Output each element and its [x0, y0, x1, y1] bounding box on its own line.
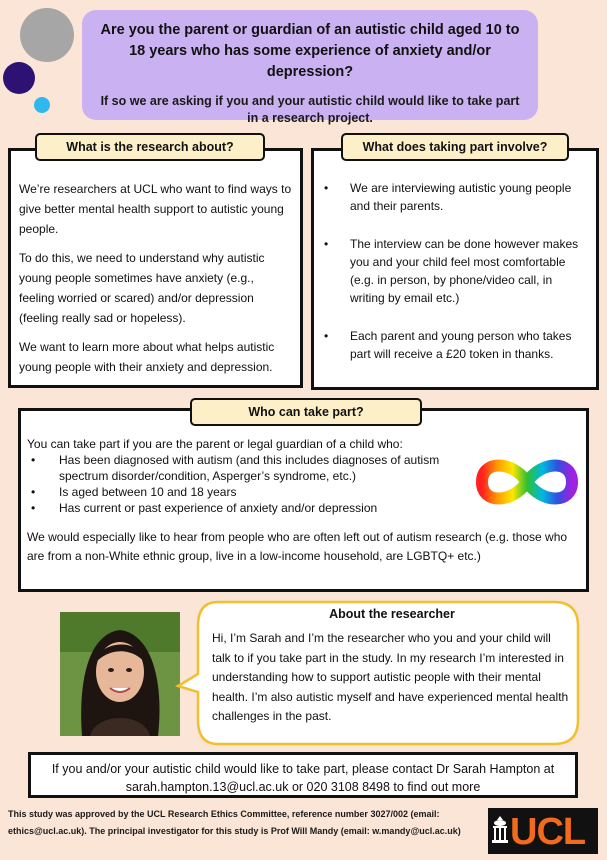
involve-item-2: • The interview can be done however makes you and your child feel most comfortable (e.g. in person, by phone/video call, in writing by email etc.) [320, 235, 590, 307]
who-list [27, 452, 477, 516]
involve-item-3: • Each parent and young person who takes part will receive a £20 token in thanks. [320, 327, 590, 363]
decor-circle-blue [34, 97, 50, 113]
ucl-logo [488, 808, 598, 854]
researcher-text: Hi, I’m Sarah and I’m the researcher who you and your child will talk to if you take part in the study. In my research I’m interested in understanding how to support autistic people with their mental health. I’m also autistic myself and have experienced mental health challenges in the past. [212, 631, 569, 723]
ucl-portico-icon [491, 815, 509, 847]
who-note: We would especially like to hear from people who are often left out of autism research (e.g. those who are from a non-White ethnic group, live in a low-income household, are LGBTQ+ etc.) [27, 530, 568, 563]
rainbow-infinity-icon [472, 452, 582, 512]
research-box [8, 148, 303, 388]
research-heading: What is the research about? [35, 133, 265, 161]
involve-item-1: • We are interviewing autistic young people and their parents. [320, 179, 590, 215]
ethics-footer: This study was approved by the UCL Research Ethics Committee, reference number 3027/002 (email: ethics@ucl.ac.uk). The principal investigator for this study is Prof Will Mandy (email: w.mandy@ucl.ac.uk) [8, 809, 461, 836]
header-banner [82, 10, 538, 125]
involve-heading: What does taking part involve? [341, 133, 569, 161]
research-paragraph-2: To do this, we need to understand why autistic young people sometimes have anxiety (e.g., feeling worried or scared) and/or depression (feeling really sad or hopeless). [19, 251, 265, 325]
decor-circle-grey [20, 8, 74, 62]
researcher-section [212, 605, 572, 727]
contact-box: If you and/or your autistic child would like to take part, please contact Dr Sarah Hampton at sarah.hampton.13@ucl.ac.uk or 020 3108 8498 to find out more [28, 752, 578, 798]
who-intro: You can take part if you are the parent or legal guardian of a child who: [27, 437, 403, 451]
header-subtitle: If so we are asking if you and your autistic child would like to take part in a research project. [100, 94, 520, 125]
who-item-1: • Has been diagnosed with autism (and this includes diagnoses of autism spectrum disorder/condition, Asperger’s syndrome, etc.) [27, 452, 477, 484]
researcher-photo [60, 612, 180, 736]
who-item-2: • Is aged between 10 and 18 years [27, 484, 477, 500]
who-item-3: • Has current or past experience of anxiety and/or depression [27, 500, 477, 516]
header-question: Are you the parent or guardian of an autistic child aged 10 to 18 years who has some experience of anxiety and/or depression? [100, 22, 520, 80]
researcher-heading: About the researcher [329, 607, 455, 621]
involve-box [311, 148, 599, 390]
research-paragraph-3: We want to learn more about what helps autistic young people with their anxiety and depression. [19, 340, 275, 374]
who-heading: Who can take part? [190, 398, 422, 426]
research-paragraph-1: We’re researchers at UCL who want to find ways to give better mental health support to autistic young people. [19, 182, 292, 236]
ucl-logo-text: UCL [510, 811, 586, 853]
involve-list [320, 179, 590, 363]
decor-circle-purple [3, 62, 35, 94]
